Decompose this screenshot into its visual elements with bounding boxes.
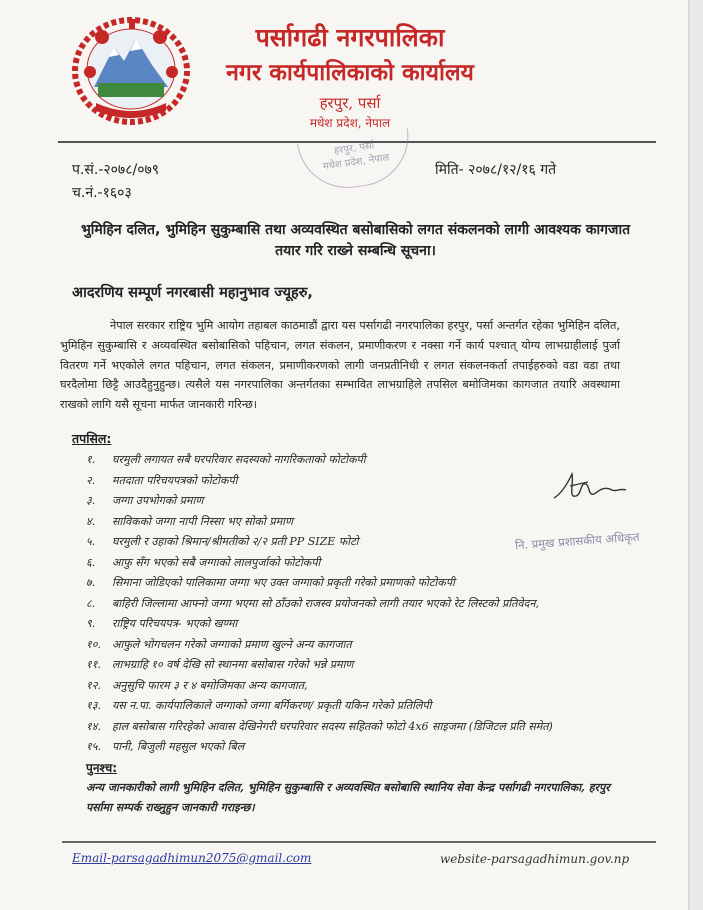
item-text: हाल बसोबास गरिरहेको आवास देखिनेगरी घरपरिवार सदस्य सहितको फोटो 4x6 साइजमा (डिजिटल प्रति समेत): [112, 719, 553, 733]
item-text: आफुले भोगचलन गरेको जग्गाको प्रमाण खुल्ने अन्य कागजात: [112, 637, 352, 651]
list-item: [86, 512, 616, 533]
required-documents-list: [86, 450, 616, 758]
list-item: [86, 737, 616, 758]
item-number: १२.: [86, 678, 101, 692]
email-link[interactable]: Email-parsagadhimun2075@gmail.com: [72, 851, 312, 865]
list-item: [86, 573, 616, 594]
item-number: ८.: [86, 596, 96, 610]
item-text: मतदाता परिचयपत्रको फोटोकपी: [112, 473, 238, 487]
footer-divider: [62, 841, 656, 843]
reference-number: प.सं.-२०७८/०७९: [72, 162, 160, 178]
item-text: साविकको जग्गा नापी निस्सा भए सोको प्रमाण: [112, 514, 293, 528]
item-number: ५.: [86, 535, 96, 548]
province-line: मधेश प्रदेश, नेपाल: [309, 116, 391, 130]
address-line: हरपुर, पर्सा: [319, 94, 381, 112]
list-item: [86, 676, 616, 697]
item-text: राष्ट्रिय परिचयपत्र- भएको खण्मा: [112, 617, 238, 630]
details-heading: तपसिल:: [72, 431, 112, 446]
salutation: आदरणिय सम्पूर्ण नगरबासी महानुभाव ज्यूहरु,: [72, 285, 313, 301]
list-item: [86, 471, 616, 492]
dispatch-number: च.नं.-१६०३: [72, 185, 132, 201]
list-item: [86, 717, 616, 738]
item-text: यस न.पा. कार्यपालिकाले जग्गाको जग्गा बर्गिकरण/ प्रकृती यकिन गरेको प्रतिलिपी: [112, 699, 432, 712]
list-item: [86, 614, 616, 635]
signature-icon: [550, 468, 630, 508]
stamp-line-2: मधेश प्रदेश, नेपाल: [322, 152, 391, 173]
list-item: [86, 594, 616, 615]
item-text: पानी, बिजुली महसुल भएको बिल: [112, 740, 245, 753]
item-number: १३.: [86, 699, 101, 712]
postscript-label: पुनश्च:: [86, 761, 117, 775]
item-text: घरमुली लगायत सबै घरपरिवार सदस्यको नागरिकताको फोटोकपी: [112, 453, 366, 466]
list-item: [86, 450, 616, 471]
list-item: [86, 635, 616, 656]
item-text: लाभग्राहि १० वर्ष देखि सो स्थानमा बसोबास गरेको भन्ने प्रमाण: [112, 658, 354, 671]
item-text: घरमुली र उहाको श्रिमान/श्रीमतीको २/२ प्रती PP SIZE फोटो: [112, 535, 359, 548]
item-text: अनुसुचि फारम ३ र ४ बमोजिमका अन्य कागजात,: [112, 678, 308, 692]
stamp-line-1: हरपुर, पर्सा: [333, 140, 376, 157]
item-number: १५.: [86, 740, 101, 753]
notice-subject: भुमिहिन दलित, भुमिहिन सुकुम्बासि तथा अव्यवस्थित बसोबासिको लगत संकलनको लागी आवश्यक कागजात तयार गरि राख्ने सम्बन्धि सूचना।: [80, 222, 631, 259]
list-item: [86, 696, 616, 717]
postscript-text: अन्य जानकारीको लागी भुमिहिन दलित, भुमिहिन सुकुम्बासि र अव्यवस्थित बसोबासि स्थानिय सेवा केन्द्र पर्सागढी नगरपालिका, हरपुर पर्सामा सम्पर्क राख्नुहुन जानकारी गराइन्छ।: [86, 781, 610, 814]
list-item: [86, 553, 616, 574]
item-text: आफु सँग भएको सबै जग्गाको लालपुर्जाको फोटोकपी: [112, 555, 321, 569]
office-stamp: [297, 128, 415, 194]
item-text: सिमाना जोडिएको पालिकामा जग्गा भए उक्त जग्गाको प्रकृती गरेको प्रमाणको फोटोकपी: [112, 576, 455, 589]
list-item: [86, 491, 616, 512]
item-number: १.: [86, 453, 96, 466]
body-paragraph: नेपाल सरकार राष्ट्रिय भुमि आयोग तहाबल काठमाडौं द्वारा यस पर्सागढी नगरपालिका हरपुर, पर्सा अन्तर्गत रहेका भुमिहिन दलित, भुमिहिन सुकुम्बासि र अव्यवस्थित बसोबासिको पहिचान, लगत संकलन, प्रमाणीकरण र नक्सा गर्ने कार्य पश्चात् योग्य लाभग्राहीलाई पुर्जा वितरण गर्ने भएकोले लगत पहिचान, लगत संकलन, प्रमाणीकरणको लागी जनप्रतीनिधी र लगत संकलनकर्ता तपाईहरुको वडा वडा तथा घरदैलोमा छिट्टै आउदैहुनुहुन्छ। त्यसैले यस नगरपालिका अन्तर्गतका सम्भावित लाभग्राहिले तपसिल बमोजिमका कागजात तयारि अवस्थामा राखको लागि यसै सूचना मार्फत जानकारी गरिन्छ।: [60, 319, 620, 412]
municipality-name: पर्सागढी नगरपालिका: [255, 23, 445, 52]
item-number: ४.: [86, 514, 96, 528]
officer-stamp: नि. प्रमुख प्रशासकीय अधिकृत: [514, 529, 640, 553]
item-number: ११.: [86, 658, 101, 671]
item-number: ७.: [86, 576, 96, 589]
office-name: नगर कार्यपालिकाको कार्यालय: [226, 59, 474, 86]
item-number: ६.: [86, 555, 96, 569]
document-date: मिति- २०७८/१२/१६ गते: [435, 162, 557, 178]
item-number: २.: [86, 473, 96, 487]
item-number: ९.: [86, 617, 96, 630]
item-text: बाहिरी जिल्लामा आफ्नो जग्गा भएमा सो ठाँउको राजस्व प्रयोजनको लागी तयार भएको रेट लिस्टको प्रतिवेदन,: [112, 596, 539, 610]
item-number: १०.: [86, 637, 101, 651]
website-text: website-parsagadhimun.gov.np: [440, 852, 630, 866]
item-number: १४.: [86, 719, 101, 733]
item-text: जग्गा उपभोगको प्रमाण: [112, 494, 204, 507]
list-item: [86, 655, 616, 676]
item-number: ३.: [86, 494, 96, 507]
